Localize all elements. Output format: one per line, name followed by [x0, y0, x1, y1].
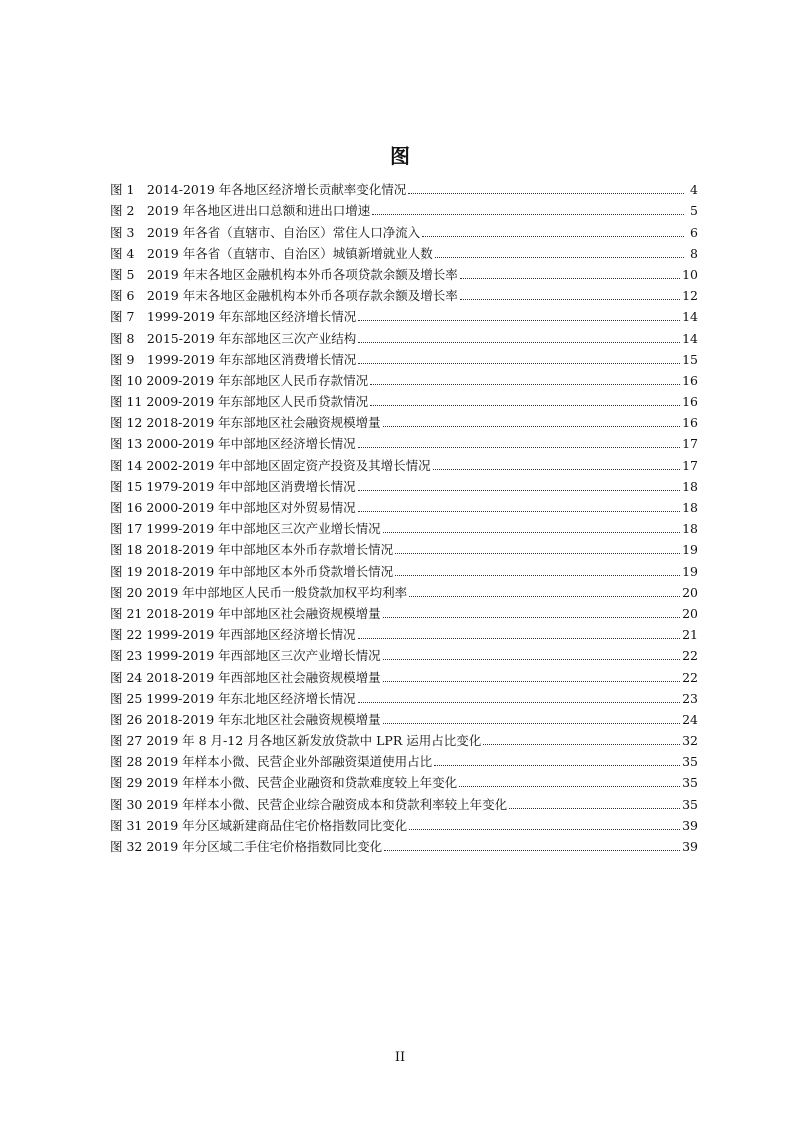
- dot-leader: [384, 849, 680, 851]
- toc-entry-page: 20: [682, 584, 698, 600]
- toc-entry-label: 图 12 2018-2019 年东部地区社会融资规模增量: [110, 415, 381, 431]
- toc-entry[interactable]: [110, 558, 698, 579]
- dot-leader: [372, 213, 684, 215]
- toc-entry-label: 图 1 2014-2019 年各地区经济增长贡献率变化情况: [110, 182, 407, 198]
- dot-leader: [358, 362, 680, 364]
- toc-entry-page: 15: [682, 351, 698, 367]
- toc-entry-label: 图 10 2009-2019 年东部地区人民币存款情况: [110, 372, 369, 388]
- toc-entry-label: 图 20 2019 年中部地区人民币一般贷款加权平均利率: [110, 584, 408, 600]
- toc-entry-page: 10: [682, 266, 698, 282]
- page-title: 图: [390, 144, 410, 168]
- toc-entry-page: 18: [682, 500, 698, 515]
- toc-entry-label: 图 32 2019 年分区域二手住宅价格指数同比变化: [110, 839, 383, 854]
- toc-entry[interactable]: [110, 580, 698, 601]
- toc-entry-page: 14: [682, 309, 698, 325]
- toc-entry[interactable]: [110, 177, 698, 198]
- dot-leader: [433, 468, 680, 470]
- toc-entry-label: 图 26 2018-2019 年东北地区社会融资规模增量: [110, 711, 381, 727]
- dot-leader: [422, 235, 684, 237]
- dot-leader: [460, 277, 680, 279]
- toc-entry-label: 图 21 2018-2019 年中部地区社会融资规模增量: [110, 605, 381, 621]
- toc-entry-page: 18: [682, 521, 698, 537]
- toc-entry-label: 图 17 1999-2019 年中部地区三次产业增长情况: [110, 521, 381, 537]
- toc-entry-page: 12: [682, 288, 698, 304]
- toc-entry[interactable]: [110, 728, 698, 749]
- dot-leader: [358, 701, 680, 703]
- toc-entry[interactable]: [110, 664, 698, 685]
- toc-entry[interactable]: [110, 198, 698, 219]
- dot-leader: [483, 743, 680, 745]
- toc-entry-page: 23: [682, 690, 698, 706]
- dot-leader: [409, 595, 680, 597]
- toc-entry-label: 图 9 1999-2019 年东部地区消费增长情况: [110, 351, 357, 367]
- toc-entry-page: 24: [682, 711, 698, 727]
- toc-entry-label: 图 5 2019 年末各地区金融机构本外币各项贷款余额及增长率: [110, 266, 458, 282]
- toc-entry-page: 39: [682, 839, 698, 854]
- toc-entry-page: 18: [682, 478, 698, 494]
- toc-entry[interactable]: [110, 707, 698, 728]
- page-number: II: [394, 1050, 406, 1065]
- dot-leader: [370, 404, 680, 406]
- toc-entry-label: 图 15 1979-2019 年中部地区消费增长情况: [110, 478, 356, 494]
- dot-leader: [358, 637, 680, 639]
- dot-leader: [383, 722, 680, 724]
- toc-entry-page: 17: [682, 457, 698, 473]
- toc-entry-page: 39: [682, 817, 698, 833]
- toc-entry-page: 22: [682, 669, 698, 685]
- dot-leader: [358, 319, 680, 321]
- toc-entry-label: 图 2 2019 年各地区进出口总额和进出口增速: [110, 203, 371, 219]
- toc-entry[interactable]: [110, 813, 698, 834]
- toc-entry[interactable]: [110, 241, 698, 262]
- toc-entry[interactable]: [110, 495, 698, 516]
- dot-leader: [409, 828, 680, 830]
- toc-entry[interactable]: [110, 389, 698, 410]
- toc-entry[interactable]: [110, 749, 698, 770]
- toc-entry-page: 19: [682, 542, 698, 558]
- dot-leader: [459, 785, 680, 787]
- toc-entry[interactable]: [110, 770, 698, 791]
- toc-entry[interactable]: [110, 219, 698, 240]
- toc-entry-label: 图 14 2002-2019 年中部地区固定资产投资及其增长情况: [110, 457, 431, 473]
- dot-leader: [358, 446, 680, 448]
- toc-entry[interactable]: [110, 452, 698, 473]
- dot-leader: [383, 658, 680, 660]
- toc-entry-label: 图 6 2019 年末各地区金融机构本外币各项存款余额及增长率: [110, 288, 458, 304]
- toc-entry-label: 图 19 2018-2019 年中部地区本外币贷款增长情况: [110, 563, 394, 579]
- toc-entry-page: 17: [682, 436, 698, 452]
- toc-entry-label: 图 8 2015-2019 年东部地区三次产业结构: [110, 330, 357, 346]
- toc-entry[interactable]: [110, 304, 698, 325]
- dot-leader: [509, 807, 680, 809]
- toc-entry-page: 16: [682, 415, 698, 431]
- toc-entry-page: 8: [690, 245, 698, 261]
- dot-leader: [434, 764, 680, 766]
- toc-entry-page: 35: [682, 754, 698, 770]
- toc-entry[interactable]: [110, 410, 698, 431]
- dot-leader: [358, 510, 680, 512]
- toc-entry[interactable]: [110, 622, 698, 643]
- toc-entry[interactable]: [110, 537, 698, 558]
- toc-entry[interactable]: [110, 686, 698, 707]
- toc-entry[interactable]: [110, 791, 698, 812]
- dot-leader: [358, 489, 680, 491]
- toc-entry[interactable]: [110, 262, 698, 283]
- dot-leader: [370, 383, 680, 385]
- toc-entry-label: 图 25 1999-2019 年东北地区经济增长情况: [110, 690, 356, 706]
- dot-leader: [408, 192, 684, 194]
- toc-entry[interactable]: [110, 283, 698, 304]
- toc-entry-label: 图 7 1999-2019 年东部地区经济增长情况: [110, 309, 357, 325]
- toc-entry-label: 图 29 2019 年样本小微、民营企业融资和贷款难度较上年变化: [110, 775, 458, 791]
- toc-entry-label: 图 30 2019 年样本小微、民营企业综合融资成本和贷款利率较上年变化: [110, 796, 508, 812]
- toc-entry-label: 图 27 2019 年 8 月-12 月各地区新发放贷款中 LPR 运用占比变化: [110, 733, 482, 749]
- toc-entry-page: 14: [682, 330, 698, 346]
- toc-entry[interactable]: [110, 601, 698, 622]
- toc-entry-page: 16: [682, 372, 698, 388]
- toc-entry[interactable]: [110, 643, 698, 664]
- toc-entry[interactable]: [110, 368, 698, 389]
- dot-leader: [383, 531, 680, 533]
- toc-entry[interactable]: [110, 516, 698, 537]
- toc-entry-page: 21: [682, 627, 698, 643]
- toc-entry-label: 图 28 2019 年样本小微、民营企业外部融资渠道使用占比: [110, 754, 433, 770]
- toc-entry-page: 19: [682, 563, 698, 579]
- toc-entry-page: 32: [682, 733, 698, 749]
- toc-entry-label: 图 4 2019 年各省（直辖市、自治区）城镇新增就业人数: [110, 245, 433, 261]
- toc-entry-page: 35: [682, 775, 698, 791]
- toc-entry-page: 35: [682, 796, 698, 812]
- toc-entry-page: 6: [690, 224, 698, 240]
- dot-leader: [435, 256, 684, 258]
- toc-entry-page: 4: [690, 182, 698, 198]
- dot-leader: [383, 425, 680, 427]
- toc-entry-label: 图 24 2018-2019 年西部地区社会融资规模增量: [110, 669, 381, 685]
- toc-entry-page: 5: [690, 203, 698, 219]
- dot-leader: [395, 574, 680, 576]
- figure-list: [110, 177, 698, 855]
- dot-leader: [383, 616, 680, 618]
- toc-entry-label: 图 3 2019 年各省（直辖市、自治区）常住人口净流入: [110, 224, 421, 240]
- toc-entry-page: 22: [682, 648, 698, 664]
- dot-leader: [383, 680, 680, 682]
- dot-leader: [395, 552, 680, 554]
- toc-entry[interactable]: [110, 347, 698, 368]
- toc-entry[interactable]: [110, 834, 698, 855]
- toc-entry-label: 图 13 2000-2019 年中部地区经济增长情况: [110, 436, 356, 452]
- toc-entry-label: 图 11 2009-2019 年东部地区人民币贷款情况: [110, 394, 369, 410]
- toc-entry[interactable]: [110, 474, 698, 495]
- toc-entry-label: 图 18 2018-2019 年中部地区本外币存款增长情况: [110, 542, 394, 558]
- toc-entry-label: 图 16 2000-2019 年中部地区对外贸易情况: [110, 500, 356, 515]
- toc-entry[interactable]: [110, 431, 698, 452]
- toc-entry-label: 图 23 1999-2019 年西部地区三次产业增长情况: [110, 648, 381, 664]
- toc-entry-label: 图 31 2019 年分区域新建商品住宅价格指数同比变化: [110, 817, 408, 833]
- toc-entry-label: 图 22 1999-2019 年西部地区经济增长情况: [110, 627, 356, 643]
- toc-entry-page: 20: [682, 605, 698, 621]
- dot-leader: [358, 341, 680, 343]
- toc-entry[interactable]: [110, 325, 698, 346]
- dot-leader: [460, 298, 680, 300]
- toc-entry-page: 16: [682, 394, 698, 410]
